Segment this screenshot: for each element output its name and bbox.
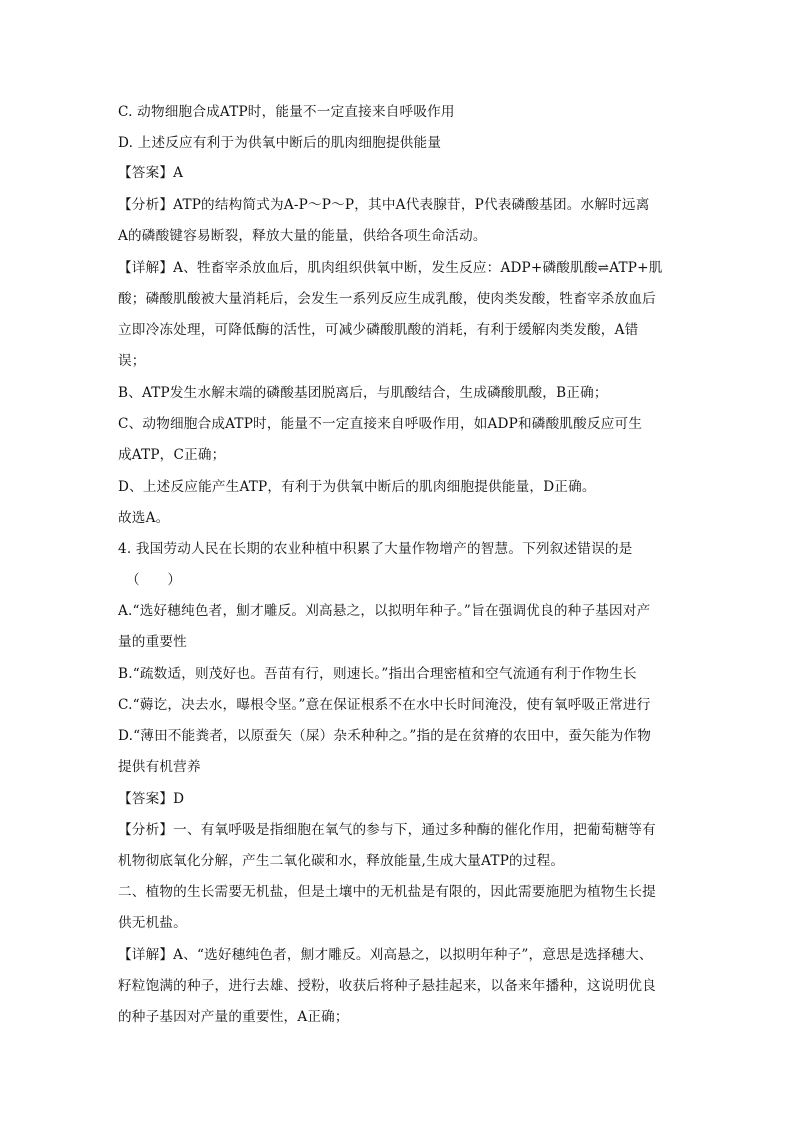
detail-line: 【详解】A、“选好穗纯色者，劁才雕反。刈高悬之，以拟明年种子”，意思是选择穗大、 bbox=[118, 947, 653, 963]
detail-line: 酸；磷酸肌酸被大量消耗后，会发生一系列反应生成乳酸，使肉类发酸，牲畜宰杀放血后 bbox=[118, 291, 656, 307]
detail-line: 的种子基因对产量的重要性，A正确； bbox=[118, 1009, 349, 1025]
answer: 【答案】A bbox=[118, 165, 184, 181]
detail-line: 误； bbox=[118, 353, 146, 369]
detail-line: C、动物细胞合成ATP时，能量不一定直接来自呼吸作用，如ADP和磷酸肌酸反应可生 bbox=[118, 416, 643, 432]
question-stem: 4. 我国劳动人民在长期的农业种植中积累了大量作物增产的智慧。下列叙述错误的是 bbox=[118, 541, 633, 557]
conclusion: 故选A。 bbox=[118, 510, 170, 526]
detail-line: 立即冷冻处理，可降低酶的活性，可减少磷酸肌酸的消耗，有利于缓解肉类发酸，A错 bbox=[118, 322, 639, 338]
option-d-cont: 提供有机营养 bbox=[118, 759, 201, 775]
detail-line: D、上述反应能产生ATP，有利于为供氧中断后的肌肉细胞提供能量，D正确。 bbox=[118, 479, 596, 495]
option-a: A.“选好穗纯色者，劁才雕反。刈高悬之，以拟明年种子。”旨在强调优良的种子基因对产 bbox=[118, 603, 651, 619]
analysis-line: 二、植物的生长需要无机盐，但是土壤中的无机盐是有限的，因此需要施肥为植物生长提 bbox=[118, 884, 656, 900]
analysis-line: 【分析】一、有氧呼吸是指细胞在氧气的参与下，通过多种酶的催化作用，把葡萄糖等有 bbox=[118, 822, 656, 838]
analysis-line: 机物彻底氧化分解，产生二氧化碳和水，释放能量,生成大量ATP的过程。 bbox=[118, 853, 565, 869]
detail-line: 【详解】A、牲畜宰杀放血后，肌肉组织供氧中断，发生反应：ADP+磷酸肌酸⇌ATP+肌 bbox=[118, 260, 663, 276]
option-d: D. 上述反应有利于为供氧中断后的肌肉细胞提供能量 bbox=[118, 135, 442, 151]
detail-line: B、ATP发生水解末端的磷酸基团脱离后，与肌酸结合，生成磷酸肌酸，B正确； bbox=[118, 385, 608, 401]
option-c: C.“薅讫，决去水，曝根令坚。”意在保证根系不在水中长时间淹没，使有氧呼吸正常进行 bbox=[118, 697, 651, 713]
option-a-cont: 量的重要性 bbox=[118, 634, 187, 650]
analysis-line: 供无机盐。 bbox=[118, 915, 187, 931]
detail-line: 成ATP，C正确； bbox=[118, 447, 226, 463]
option-b: B.“疏数适，则茂好也。吾苗有行，则速长。”指出合理密植和空气流通有利于作物生长 bbox=[118, 666, 637, 682]
question-bracket: （ ） bbox=[126, 572, 182, 588]
analysis-line: 【分析】ATP的结构简式为A-P～P～P，其中A代表腺苷，P代表磷酸基团。水解时远离 bbox=[118, 197, 650, 213]
option-d: D.“薄田不能粪者，以原蚕矢（屎）杂禾种种之。”指的是在贫瘠的农田中，蚕矢能为作物 bbox=[118, 728, 652, 744]
analysis-line: A的磷酸键容易断裂，释放大量的能量，供给各项生命活动。 bbox=[118, 228, 487, 244]
detail-line: 籽粒饱满的种子，进行去雄、授粉，收获后将种子悬挂起来，以备来年播种，这说明优良 bbox=[118, 978, 656, 994]
option-c: C. 动物细胞合成ATP时，能量不一定直接来自呼吸作用 bbox=[118, 104, 455, 120]
answer: 【答案】D bbox=[118, 791, 185, 807]
